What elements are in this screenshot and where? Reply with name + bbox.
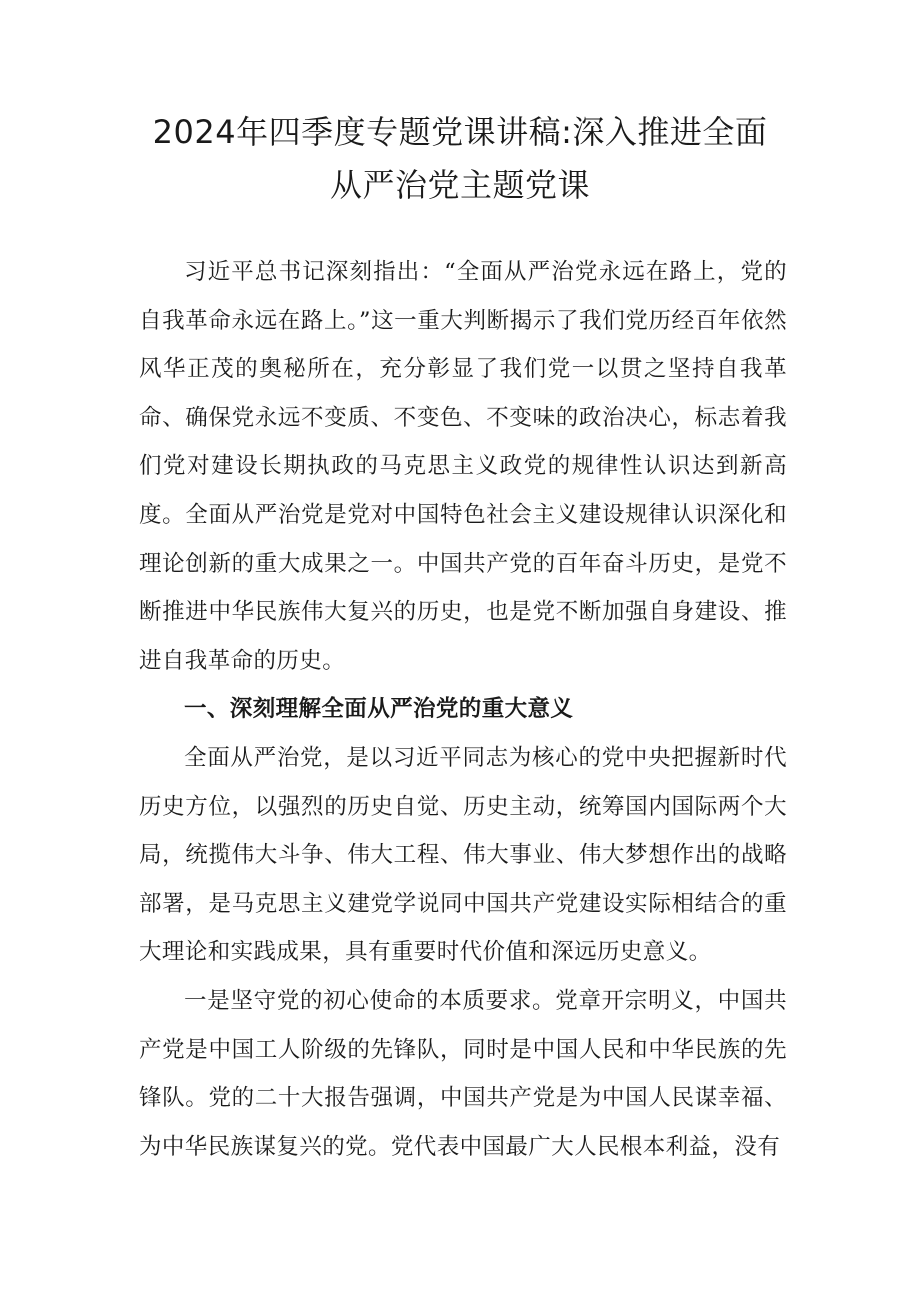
paragraph-point-1: 一是坚守党的初心使命的本质要求。党章开宗明义，中国共产党是中国工人阶级的先锋队，同时是中国人民和中华民族的先锋队。党的二十大报告强调，中国共产党是为中国人民谋幸福、为中华民族谋复兴的党。党代表中国最广大人民根本利益，没有 <box>139 987 787 1160</box>
title-line-1: 2024年四季度专题党课讲稿:深入推进全面 <box>152 113 768 151</box>
paragraph-intro: 习近平总书记深刻指出：“全面从严治党永远在路上，党的自我革命永远在路上。”这一重大判断揭示了我们党历经百年依然风华正茂的奥秘所在，充分彰显了我们党一以贯之坚持自我革命、确保党永远不变质、不变色、不变味的政治决心，标志着我们党对建设长期执政的马克思主义政党的规律性认识达到新高度。全面从严治党是党对中国特色社会主义建设规律认识深化和理论创新的重大成果之一。中国共产党的百年奋斗历史，是党不断推进中华民族伟大复兴的历史，也是党不断加强自身建设、推进自我革命的历史。 <box>139 259 787 674</box>
title-line-2: 从严治党主题党课 <box>329 166 590 204</box>
paragraph-significance: 全面从严治党，是以习近平同志为核心的党中央把握新时代历史方位，以强烈的历史自觉、历史主动，统筹国内国际两个大局，统揽伟大斗争、伟大工程、伟大事业、伟大梦想作出的战略部署，是马克思主义建党学说同中国共产党建设实际相结合的重大理论和实践成果，具有重要时代价值和深远历史意义。 <box>139 744 787 966</box>
section-heading-1: 一、深刻理解全面从严治党的重大意义 <box>184 696 574 723</box>
document-body <box>139 248 787 1171</box>
document-title <box>120 106 800 212</box>
